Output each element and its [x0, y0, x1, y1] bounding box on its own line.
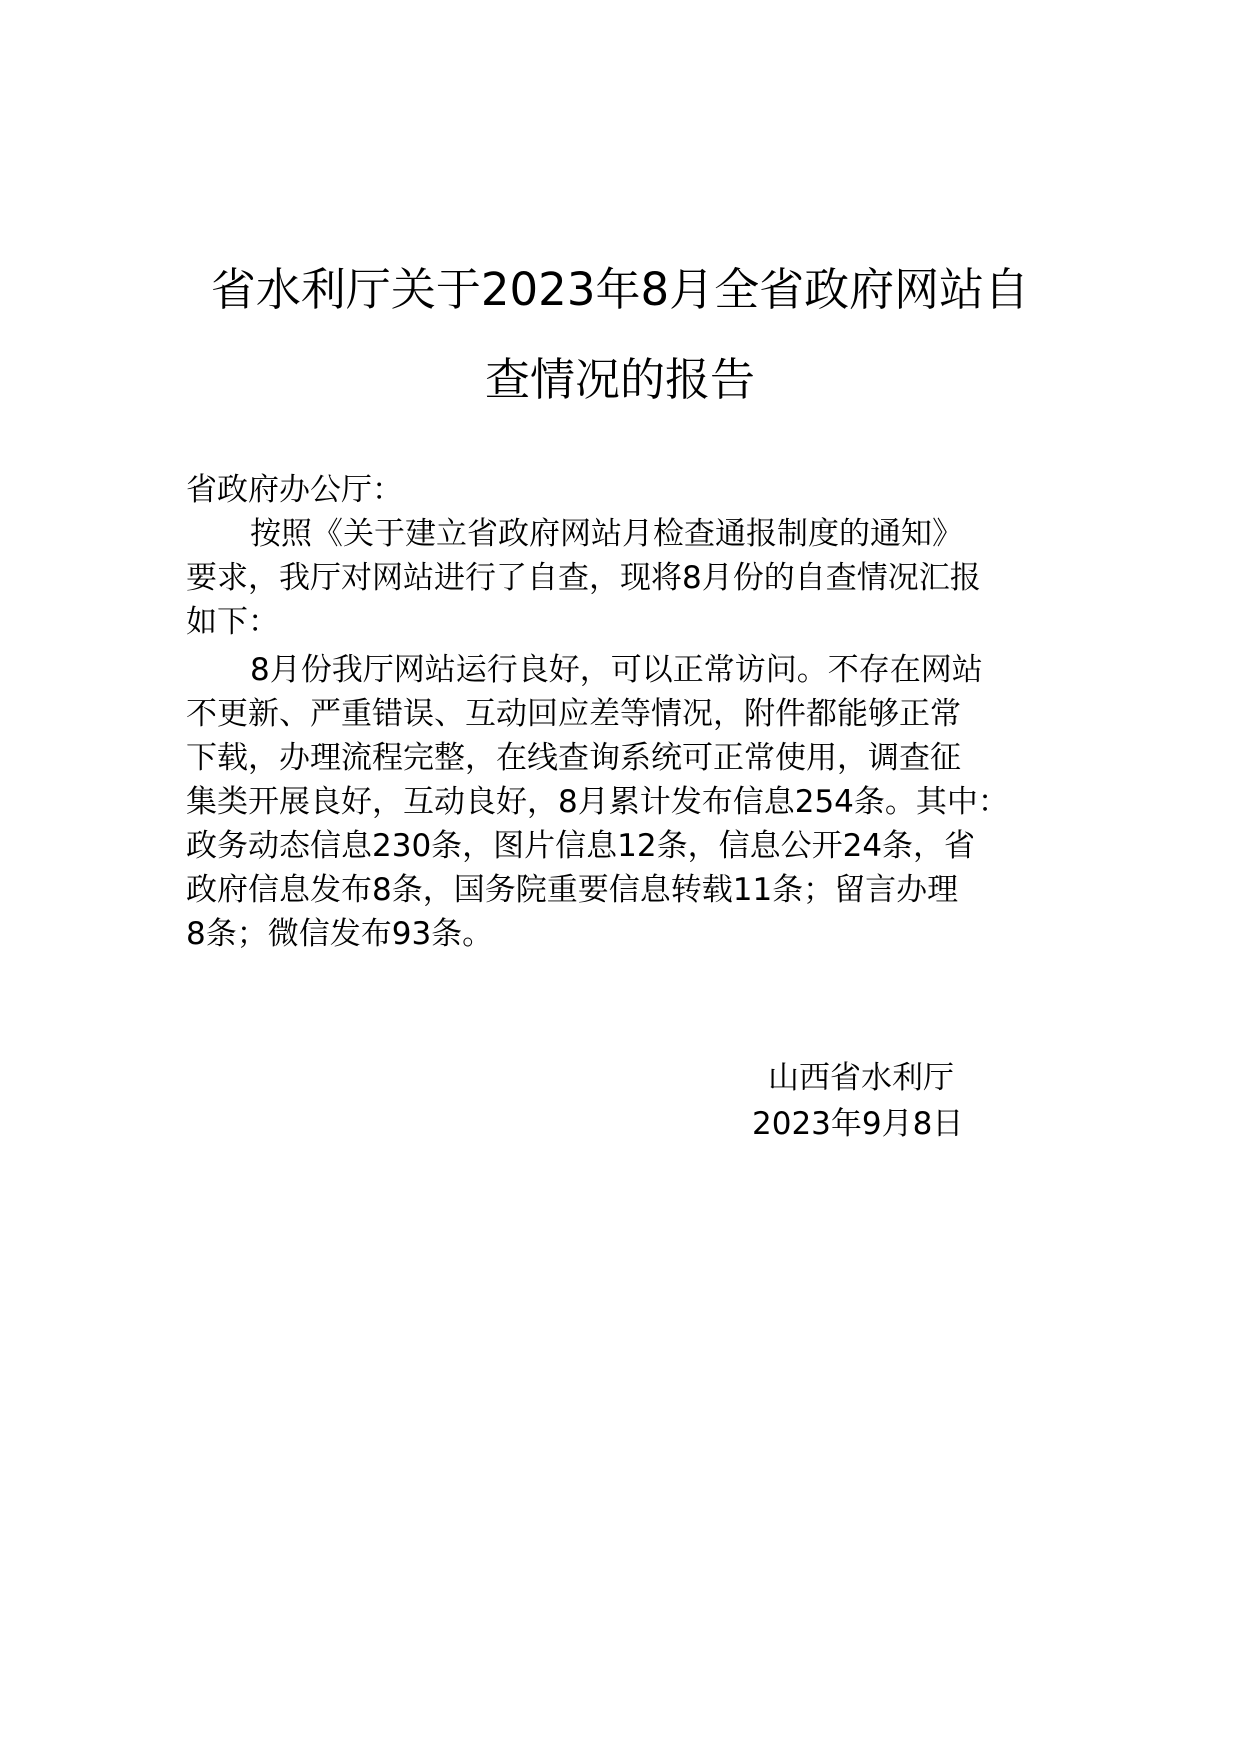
paragraph-line: 政府信息发布8条，国务院重要信息转载11条；留言办理: [186, 872, 959, 908]
paragraph-line: 下载，办理流程完整，在线查询系统可正常使用，调查征: [186, 740, 961, 776]
paragraph-line: 按照《关于建立省政府网站月检查通报制度的通知》: [250, 516, 963, 552]
paragraph-line: 不更新、严重错误、互动回应差等情况，附件都能够正常: [186, 696, 961, 732]
signature-date: 2023年9月8日: [752, 1106, 964, 1142]
paragraph-line: 集类开展良好，互动良好，8月累计发布信息254条。其中：: [186, 784, 1009, 820]
paragraph-line: 如下：: [186, 604, 279, 640]
paragraph-line: 8月份我厅网站运行良好，可以正常访问。不存在网站: [250, 652, 983, 688]
paragraph-line: 政务动态信息230条，图片信息12条，信息公开24条，省: [186, 828, 976, 864]
document-title-line-2: 查情况的报告: [484, 353, 755, 406]
salutation: 省政府办公厅：: [186, 472, 403, 508]
paragraph-line: 要求，我厅对网站进行了自查，现将8月份的自查情况汇报: [186, 560, 981, 596]
paragraph-line: 8条；微信发布93条。: [186, 916, 494, 952]
document-title-line-1: 省水利厅关于2023年8月全省政府网站自: [210, 263, 1030, 316]
signature-organization: 山西省水利厅: [768, 1060, 954, 1096]
